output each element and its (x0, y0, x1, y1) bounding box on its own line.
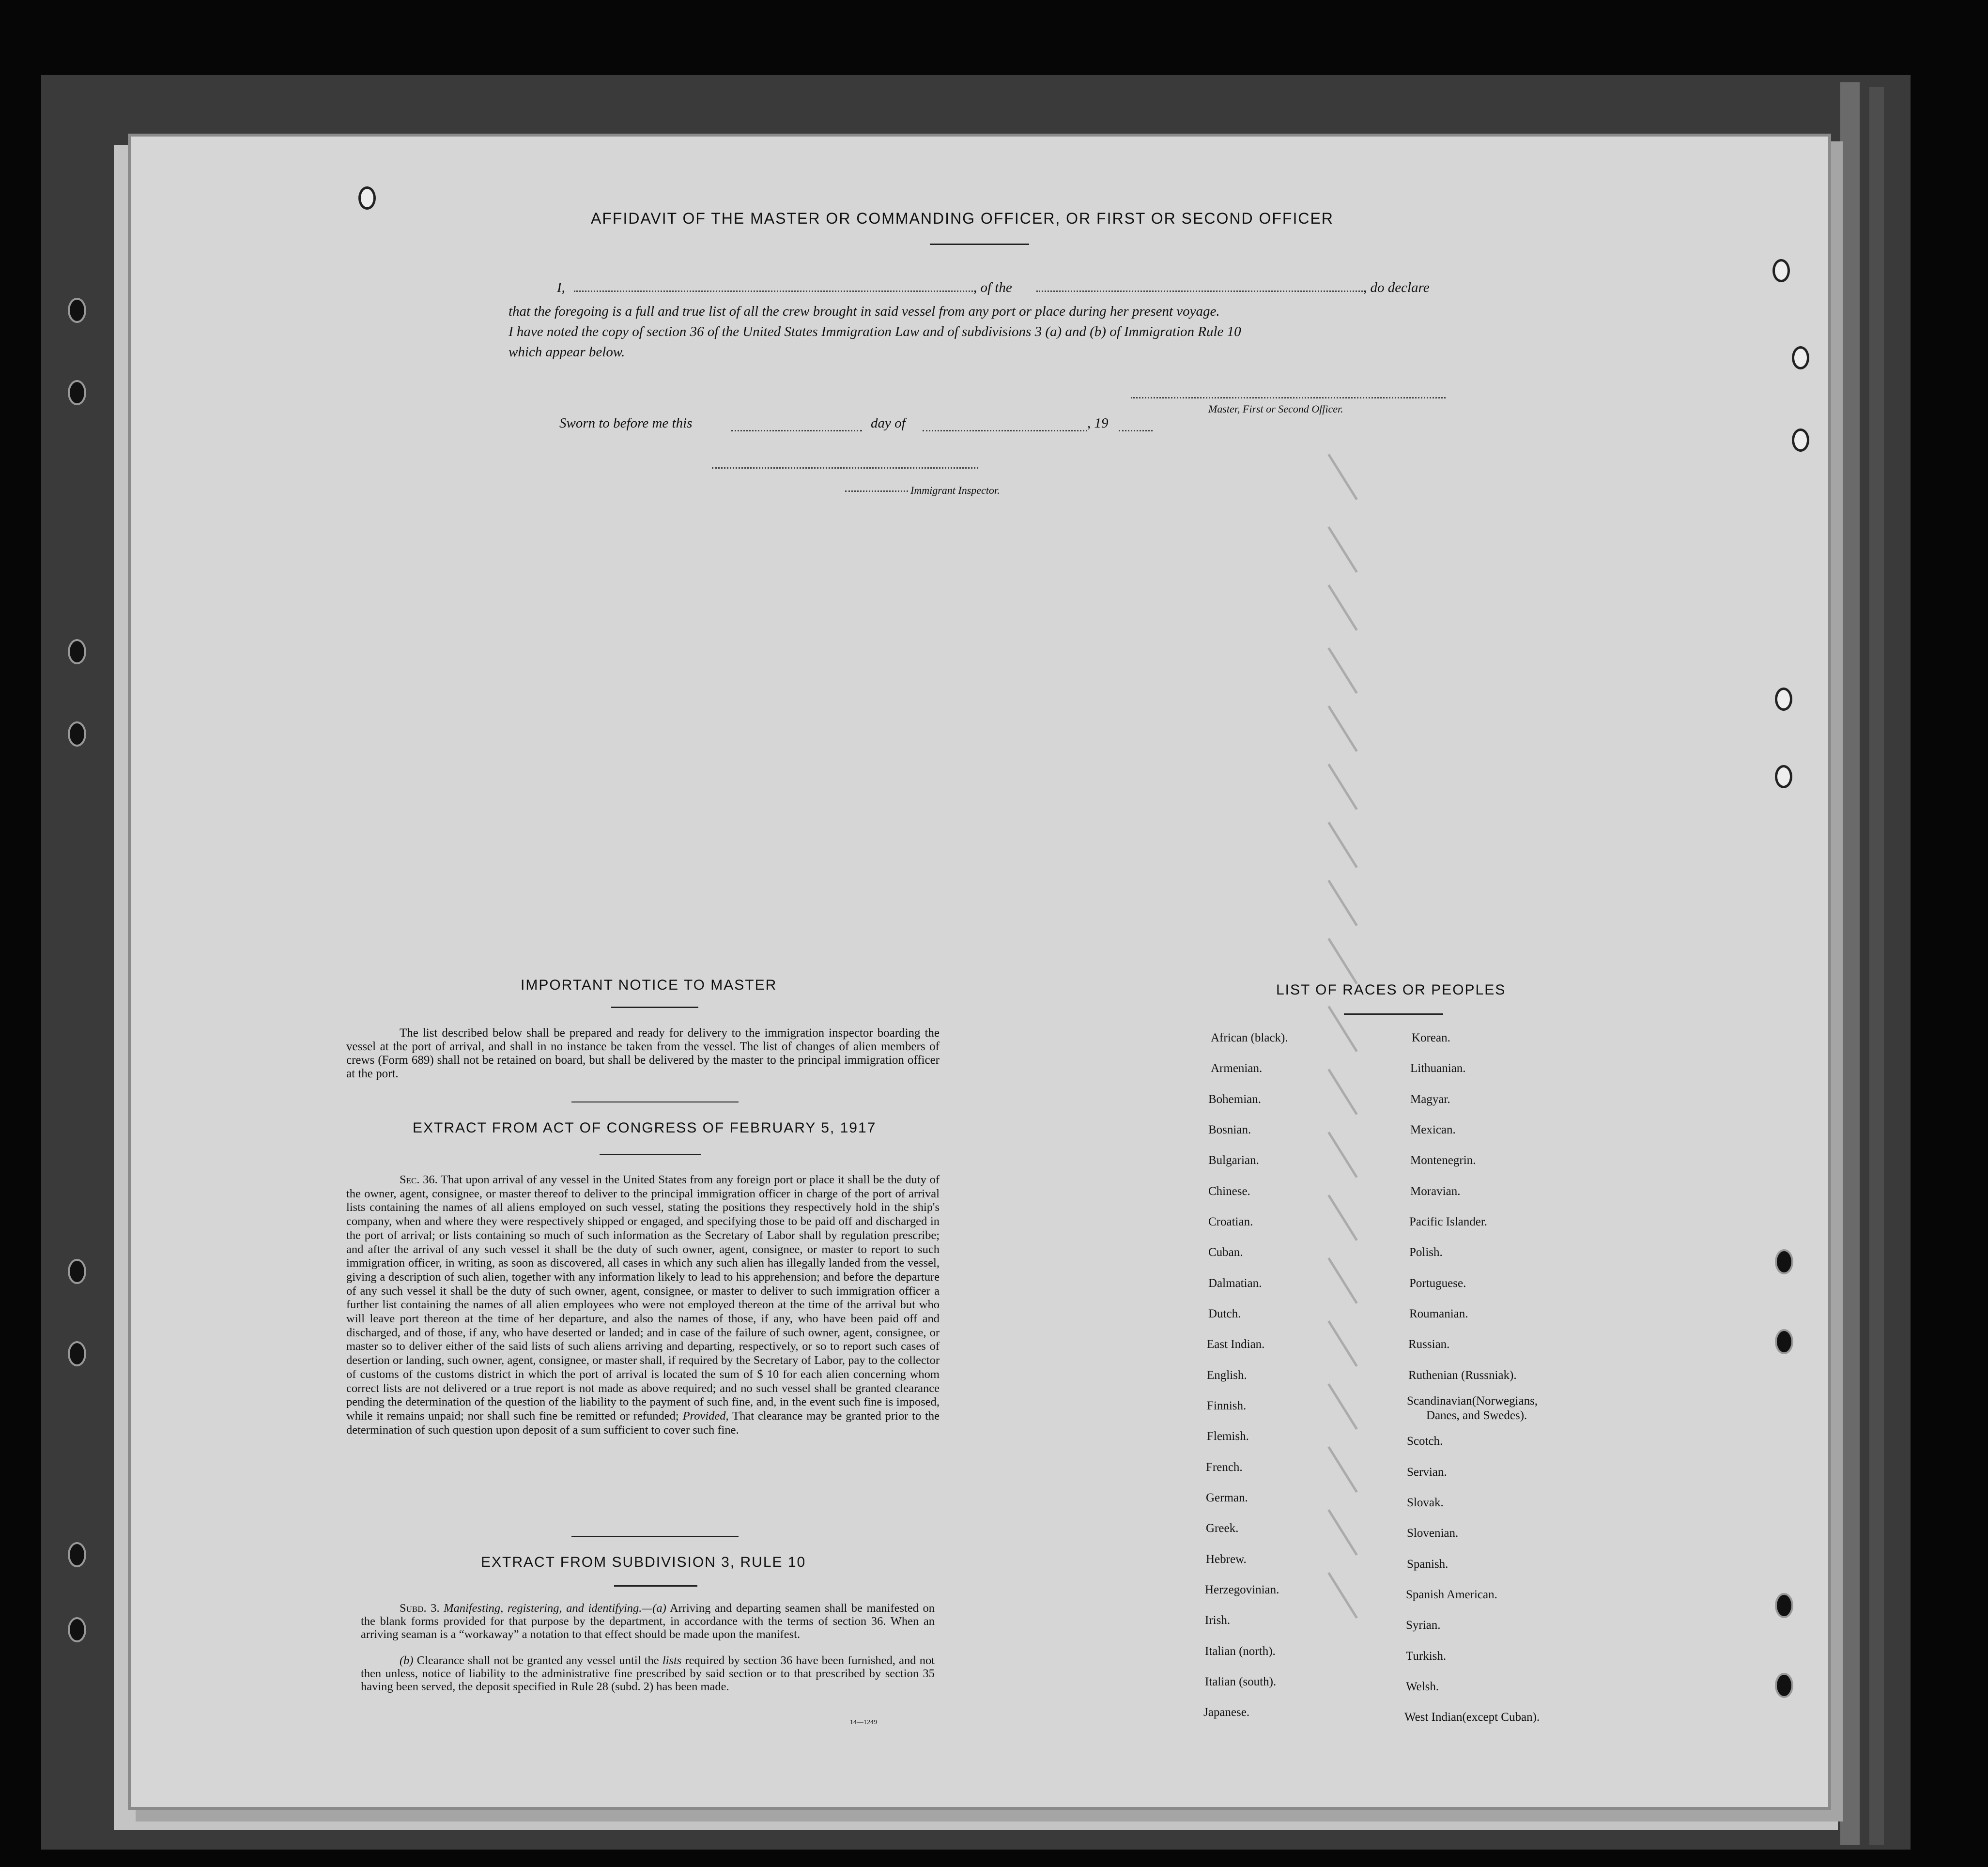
divider (600, 1154, 701, 1155)
race-item: Spanish American. (1406, 1588, 1497, 1601)
race-item: Italian (north). (1205, 1645, 1276, 1658)
subd-3-para-b (361, 1654, 935, 1693)
subd-label: Subd. 3. (400, 1602, 440, 1615)
race-item: West Indian(except Cuban). (1404, 1711, 1540, 1724)
provided-label: Provided, (682, 1409, 729, 1423)
punch-hole (1792, 346, 1809, 369)
race-item: Hebrew. (1206, 1553, 1247, 1566)
para-b-lists: lists (662, 1654, 682, 1667)
sworn-label: Sworn to before me this (559, 415, 693, 431)
race-item: Moravian. (1410, 1185, 1461, 1198)
race-item: Japanese. (1203, 1706, 1250, 1719)
race-item: Spanish. (1407, 1558, 1449, 1571)
divider (930, 244, 1029, 245)
race-item: Magyar. (1410, 1093, 1450, 1106)
inspector-label: Immigrant Inspector. (910, 484, 1000, 496)
race-item: Syrian. (1406, 1619, 1441, 1632)
race-item: Dutch. (1208, 1307, 1241, 1320)
race-item: Roumanian. (1409, 1307, 1468, 1320)
race-item: English. (1207, 1369, 1247, 1382)
race-item: German. (1206, 1491, 1248, 1504)
races-title: LIST OF RACES OR PEOPLES (1276, 982, 1506, 998)
inspector-leader-dots (845, 490, 908, 492)
form-number: 14—1249 (850, 1719, 877, 1726)
notice-body: The list described below shall be prepared and ready for delivery to the immigration inspector boarding the vessel at the port of arrival, and shall in no instance be taken from the vessel. The list of changes of alien members of crews (Form 689) shall not be retained on board, but shall be delivered by the master to the principal immigration officer at the port. (346, 1026, 940, 1080)
race-item: Slovak. (1407, 1496, 1444, 1509)
punch-hole (1792, 428, 1809, 452)
para-a: Arriving and departing seamen shall be manifested on the blank forms provided for that purpose by the department, in accordance with the terms of section 36. When an arriving seaman is a “workaway” a notation to that effect should be made upon the manifest. (361, 1602, 935, 1641)
race-item: Danes, and Swedes). (1426, 1409, 1527, 1422)
race-item: Bohemian. (1208, 1093, 1262, 1106)
punch-hole (1775, 1249, 1793, 1274)
punch-hole (1775, 1673, 1793, 1698)
sworn-year-field[interactable] (1119, 430, 1153, 431)
race-item: Dalmatian. (1208, 1277, 1262, 1290)
manifest-page (131, 137, 1828, 1807)
race-item: Irish. (1205, 1614, 1231, 1627)
affidavit-i-label: I, (557, 280, 565, 295)
race-item: Greek. (1206, 1522, 1239, 1535)
race-item: Italian (south). (1205, 1675, 1277, 1688)
divider (611, 1007, 698, 1008)
race-item: Turkish. (1406, 1650, 1447, 1663)
race-item: Slovenian. (1407, 1527, 1459, 1540)
page-stack-edge (1869, 87, 1884, 1845)
sworn-day-field[interactable] (731, 430, 862, 431)
race-item: Ruthenian (Russniak). (1408, 1369, 1517, 1382)
page-stack-edge (1840, 82, 1860, 1845)
race-item: Pacific Islander. (1409, 1215, 1488, 1228)
binder-hole (68, 1617, 86, 1642)
race-item: Scandinavian(Norwegians, (1407, 1394, 1538, 1408)
punch-hole (1775, 765, 1792, 788)
race-item: Montenegrin. (1410, 1154, 1476, 1167)
vessel-name-field[interactable] (1036, 291, 1366, 292)
master-name-field[interactable] (574, 291, 976, 292)
affidavit-title: AFFIDAVIT OF THE MASTER OR COMMANDING OFFICER, OR FIRST OR SECOND OFFICER (591, 210, 1334, 227)
race-item: Mexican. (1410, 1123, 1456, 1136)
race-item: Welsh. (1406, 1680, 1439, 1693)
binder-hole (68, 1341, 86, 1366)
para-b-1: Clearance shall not be granted any vessel until the (416, 1654, 659, 1667)
binder-hole (68, 1259, 86, 1284)
race-item: Finnish. (1207, 1399, 1247, 1412)
race-item: Polish. (1409, 1246, 1443, 1259)
race-item: Russian. (1408, 1338, 1450, 1351)
race-item: Servian. (1407, 1466, 1447, 1479)
binder-hole (68, 1542, 86, 1567)
subd-title: Manifesting, registering, and identifying.—(a) (444, 1602, 666, 1615)
sworn-month-field[interactable] (923, 430, 1087, 431)
race-item: Cuban. (1208, 1246, 1243, 1259)
day-of-label: day of (871, 415, 906, 431)
binder-hole (68, 298, 86, 323)
punch-hole (358, 186, 376, 210)
race-item: French. (1206, 1461, 1243, 1474)
punch-hole (1772, 259, 1790, 282)
binder-hole (68, 721, 86, 747)
affidavit-of-the-label: , of the (973, 280, 1012, 295)
race-item: East Indian. (1207, 1338, 1265, 1351)
rule-extract-title: EXTRACT FROM SUBDIVISION 3, RULE 10 (481, 1554, 806, 1570)
punch-hole (1775, 1593, 1793, 1618)
race-item: Croatian. (1208, 1215, 1253, 1228)
subd-3-para-a (361, 1602, 935, 1641)
race-item: Korean. (1412, 1031, 1450, 1044)
para-b-2: required by section 36 have been furnished, and not then unless, notice of liability to the administrative fine prescribed by said section or to that prescribed by section 35 having been served, the deposit specified in Rule 28 (subd. 2) has been made. (361, 1654, 935, 1693)
sec-body: That upon arrival of any vessel in the United States from any foreign port or place it shall be the duty of the owner, agent, consignee, or master thereof to deliver to the principal immigration officer in charge of the port of arrival lists containing the names of all aliens employed on such vessel, stating the positions they respectively hold in the ship's company, when and where they were respectively shipped or engaged, and specifying those to be paid off and discharged in the port of arrival; or lists containing so much of such information as the Secretary of Labor shall by regulation prescribe; and after the arrival of any such vessel it shall be the duty of such owner, agent, consignee, or master to report to such immigration officer, in writing, as soon as discovered, all cases in which any such alien has illegally landed from the vessel, giving a description of such alien, together with any information likely to lead to his apprehension; and before the departure of any such vessel it shall be the duty of such owner, agent, consignee, or master to deliver to such immigration officer a further list containing the names of all alien employees who were not employed thereon at the time of the arrival but who will leave port thereon at the time of her departure, and also the names of those, if any, who have been paid off and discharged, and of those, if any, who have deserted or landed; and in case of the failure of such owner, agent, consignee, or master so to deliver either of the said lists of such aliens arriving and departing, respectively, or so to report such cases of desertion or landing, such owner, agent, consignee, or master shall, if required by the Secretary of Labor, pay to the collector of customs of the customs district in which the port of arrival is located the sum of $ 10 for each alien concerning whom correct lists are not delivered or a true report is not made as above required; and no such vessel shall be granted clearance pending the determination of the question of the liability to the payment of such fine, and, in the event such fine is imposed, while it remains unpaid; nor shall such fine be remitted or refunded; (346, 1173, 940, 1423)
affidavit-declare-label: , do declare (1363, 280, 1430, 295)
para-b-label: (b) (400, 1654, 414, 1667)
binder-hole (68, 639, 86, 664)
divider (571, 1536, 739, 1537)
race-item: Chinese. (1208, 1185, 1250, 1198)
section-36-text (346, 1173, 940, 1437)
race-item: Bulgarian. (1208, 1154, 1259, 1167)
race-item: Bosnian. (1208, 1123, 1251, 1136)
sec-label: Sec. 36. (400, 1173, 438, 1186)
race-item: Scotch. (1407, 1435, 1443, 1448)
race-item: Flemish. (1207, 1430, 1249, 1443)
inspector-signature-field[interactable] (712, 467, 978, 469)
year-label: , 19 (1087, 415, 1109, 431)
binder-hole (68, 380, 86, 405)
race-item: Armenian. (1211, 1062, 1263, 1075)
affidavit-line-4: which appear below. (509, 344, 625, 360)
master-signature-label: Master, First or Second Officer. (1208, 403, 1343, 415)
affidavit-line-3: I have noted the copy of section 36 of the United States Immigration Law and of subdivisions 3 (a) and (b) of Immigration Rule 10 (509, 324, 1241, 339)
master-signature-field[interactable] (1131, 397, 1446, 398)
divider (1344, 1013, 1443, 1015)
race-item: African (black). (1211, 1031, 1288, 1044)
punch-hole (1775, 688, 1792, 711)
act-extract-title: EXTRACT FROM ACT OF CONGRESS OF FEBRUARY 5, 1917 (413, 1120, 877, 1136)
punch-hole (1775, 1329, 1793, 1354)
race-item: Herzegovinian. (1205, 1583, 1279, 1596)
race-item: Lithuanian. (1410, 1062, 1466, 1075)
divider (614, 1585, 697, 1587)
sec-body-end: That clearance may be granted prior to the determination of such question upon deposit of a sum sufficient to cover such fine. (346, 1409, 940, 1437)
affidavit-line-2: that the foregoing is a full and true list of all the crew brought in said vessel from any port or place during her present voyage. (509, 304, 1220, 319)
notice-title: IMPORTANT NOTICE TO MASTER (521, 977, 777, 993)
race-item: Portuguese. (1409, 1277, 1466, 1290)
